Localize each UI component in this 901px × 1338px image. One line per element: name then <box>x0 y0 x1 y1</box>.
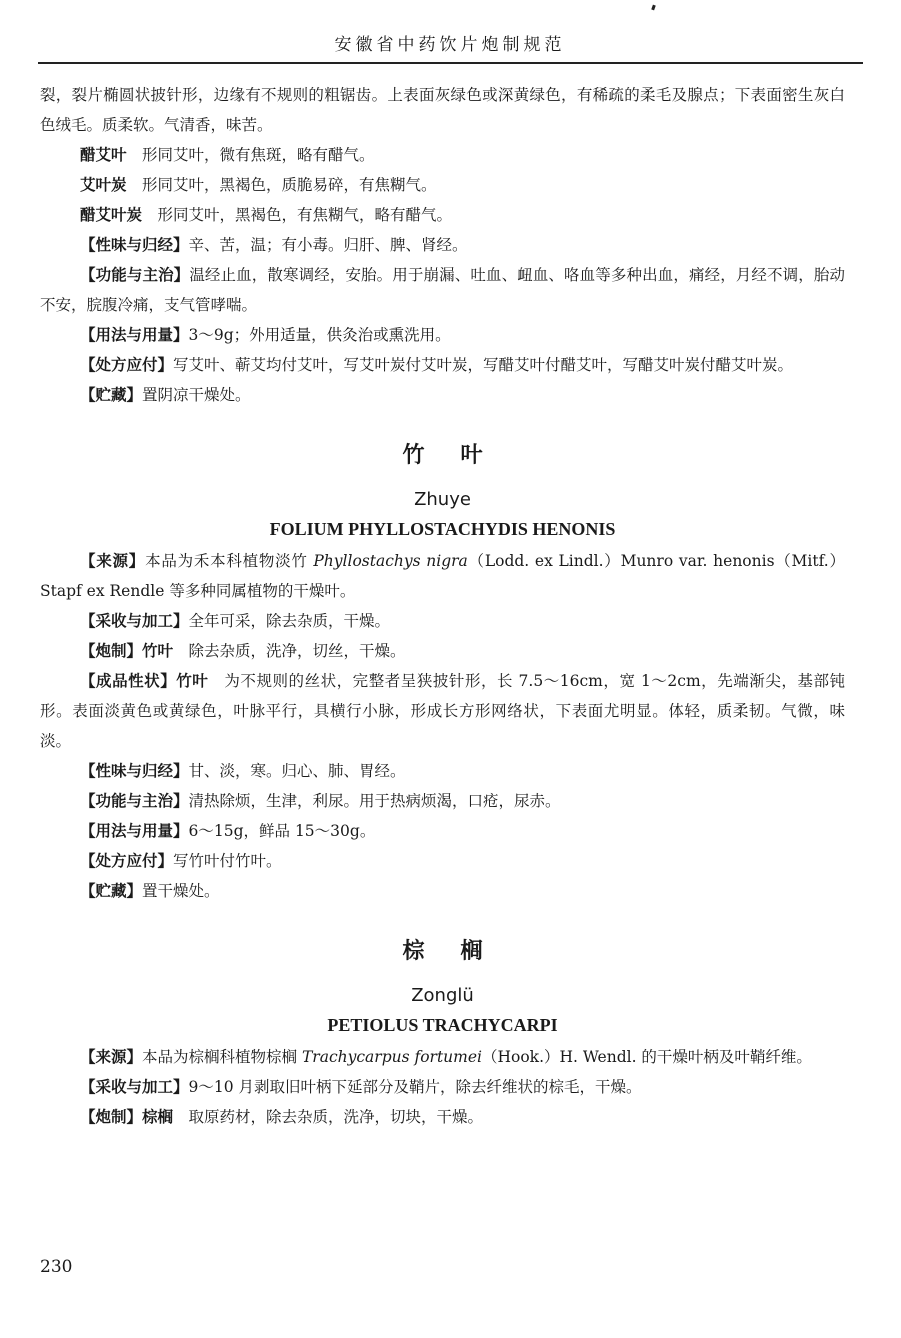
paragraph-zhucang <box>40 876 845 906</box>
label: 【炮制】竹叶 <box>80 642 174 660</box>
text: 取原药材，除去杂质，洗净，切块，干燥。 <box>173 1108 484 1126</box>
paragraph-caishou <box>40 1072 845 1102</box>
label: 【功能与主治】 <box>80 792 189 810</box>
label: 【功能与主治】 <box>80 266 190 284</box>
text: 9～10 月剥取旧叶柄下延部分及鞘片，除去纤维状的棕毛，干燥。 <box>188 1078 642 1096</box>
label: 【采收与加工】 <box>80 1078 189 1096</box>
paragraph-aiyetan <box>40 170 845 200</box>
entry-pinyin-zonglv: Zonglü <box>411 985 474 1006</box>
label: 【用法与用量】 <box>80 326 189 344</box>
text: 形同艾叶，微有焦斑，略有醋气。 <box>126 146 375 164</box>
paragraph-caishou <box>40 606 845 636</box>
running-header: 安徽省中药饮片炮制规范 <box>334 35 566 55</box>
paragraph-paozhi <box>40 636 845 666</box>
paragraph-zhucang <box>40 380 845 410</box>
label: 艾叶炭 <box>80 176 127 194</box>
text: 置干燥处。 <box>142 882 220 900</box>
label: 【处方应付】 <box>80 356 174 374</box>
label: 【炮制】棕榈 <box>80 1108 174 1126</box>
species-name: Trachycarpus fortumei <box>301 1048 482 1066</box>
text: 清热除烦，生津，利尿。用于热病烦渴，口疮，尿赤。 <box>188 792 561 810</box>
text: 置阴凉干燥处。 <box>142 386 251 404</box>
text: 除去杂质，洗净，切丝，干燥。 <box>173 642 406 660</box>
paragraph-gongneng <box>40 786 845 816</box>
paragraph-yongfa <box>40 320 845 350</box>
paragraph-continuation: 裂，裂片椭圆状披针形，边缘有不规则的粗锯齿。上表面灰绿色或深黄绿色，有稀疏的柔毛及腺点；下表面密生灰白色绒毛。质柔软。气清香，味苦。 <box>40 86 845 134</box>
text: 6～15g，鲜品 15～30g。 <box>188 822 376 840</box>
header-rule <box>38 62 863 64</box>
text: 3～9g；外用适量，供灸治或熏洗用。 <box>188 326 451 344</box>
paragraph-cuaiye <box>40 140 845 170</box>
speck <box>651 5 656 11</box>
text: 本品为禾本科植物淡竹 <box>145 552 314 570</box>
text: 形同艾叶，黑褐色，有焦糊气，略有醋气。 <box>142 206 453 224</box>
label: 【来源】 <box>80 1048 143 1066</box>
entry-pinyin-zhuye: Zhuye <box>414 489 471 510</box>
entry-title-zonglv: 棕榈 <box>402 939 519 964</box>
page-number: 230 <box>40 1257 73 1277</box>
text: 温经止血，散寒调经，安胎。用于崩漏、吐血、衄血、咯血等多种出血，痛经，月经不调，胎动不安，脘腹冷痛，支气管哮喘。 <box>40 266 845 314</box>
paragraph-gongneng <box>40 260 845 320</box>
paragraph-xingzhuang <box>40 666 845 756</box>
paragraph-laiyuan <box>40 1042 845 1072</box>
label: 【性味与归经】 <box>80 236 189 254</box>
text: 写艾叶、蕲艾均付艾叶，写艾叶炭付艾叶炭，写醋艾叶付醋艾叶，写醋艾叶炭付醋艾叶炭。 <box>173 356 794 374</box>
label: 【采收与加工】 <box>80 612 189 630</box>
paragraph-xingwei <box>40 756 845 786</box>
paragraph-paozhi <box>40 1102 845 1132</box>
text: 本品为棕榈科植物棕榈 <box>142 1048 302 1066</box>
label: 【用法与用量】 <box>80 822 189 840</box>
paragraph-xingwei <box>40 230 845 260</box>
text: 全年可采，除去杂质，干燥。 <box>188 612 391 630</box>
label: 【成品性状】竹叶 <box>80 672 209 690</box>
text: 形同艾叶，黑褐色，质脆易碎，有焦糊气。 <box>126 176 437 194</box>
label: 【性味与归经】 <box>80 762 189 780</box>
text: 写竹叶付竹叶。 <box>173 852 282 870</box>
label: 【来源】 <box>80 552 146 570</box>
entry-title-zhuye: 竹叶 <box>402 443 519 468</box>
text: （Hook.）H. Wendl. 的干燥叶柄及叶鞘纤维。 <box>482 1048 812 1066</box>
entry-latin-zhuye: FOLIUM PHYLLOSTACHYDIS HENONIS <box>269 519 616 539</box>
paragraph-yongfa <box>40 816 845 846</box>
label: 【处方应付】 <box>80 852 174 870</box>
paragraph-laiyuan <box>40 546 845 606</box>
text: 为不规则的丝状，完整者呈狭披针形，长 7.5～16cm，宽 1～2cm，先端渐尖，基部钝形。表面淡黄色或黄绿色，叶脉平行，具横行小脉，形成长方形网络状，下表面尤明显。体轻，质柔韧。气微，味淡。 <box>40 672 845 750</box>
paragraph-chufang <box>40 846 845 876</box>
label: 醋艾叶 <box>80 146 127 164</box>
text: 甘、淡，寒。归心、肺、胃经。 <box>188 762 406 780</box>
page-body <box>40 80 845 1132</box>
entry-latin-zonglv: PETIOLUS TRACHYCARPI <box>327 1015 558 1035</box>
text: （Lodd. ex Lindl.）Munro var. henonis（Mitf.）Stapf ex Rendle 等多种同属植物的干燥叶。 <box>40 552 845 600</box>
label: 【贮藏】 <box>80 882 143 900</box>
label: 醋艾叶炭 <box>80 206 143 224</box>
paragraph-cuaiyetan <box>40 200 845 230</box>
label: 【贮藏】 <box>80 386 143 404</box>
text: 辛、苦，温；有小毒。归肝、脾、肾经。 <box>188 236 468 254</box>
species-name: Phyllostachys nigra <box>313 552 468 570</box>
paragraph-chufang <box>40 350 845 380</box>
